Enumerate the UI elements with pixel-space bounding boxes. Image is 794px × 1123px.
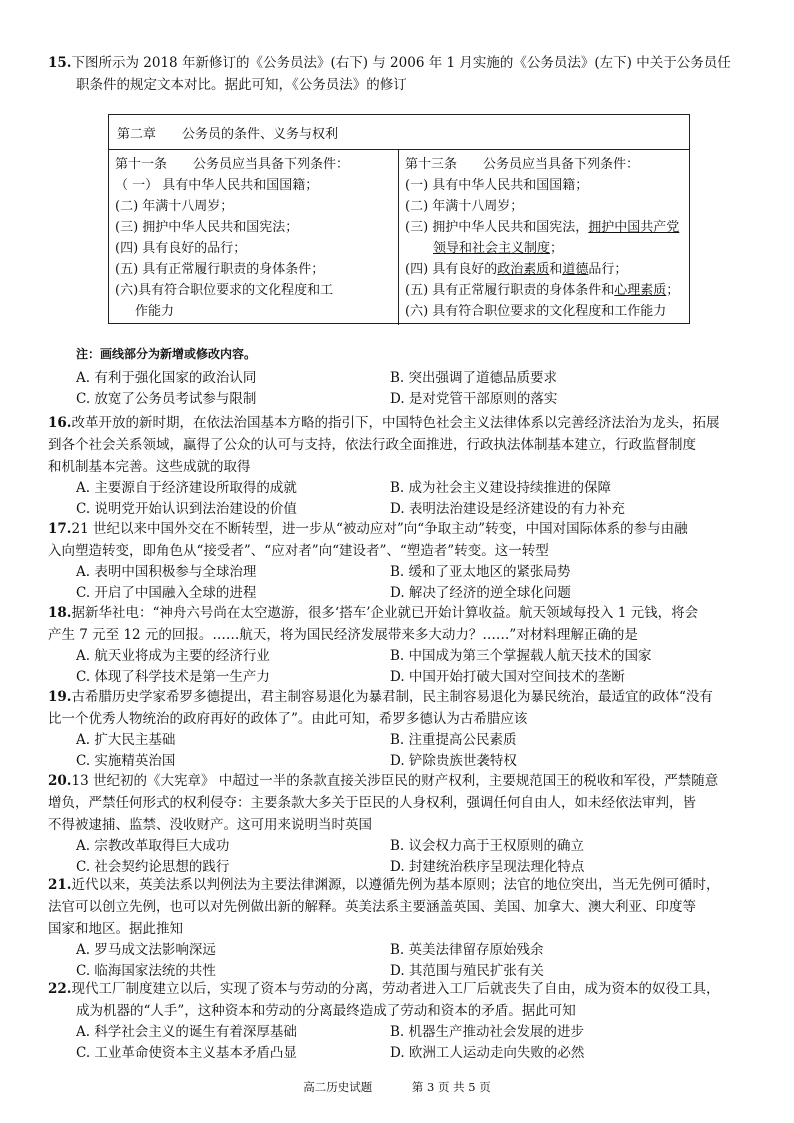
question-stem: 20.13 世纪初的《大宪章》 中超过一半的条款直接关涉臣民的财产权利，主要规范国王的税收和军役，严禁随意 — [48, 773, 719, 789]
option-c[interactable]: C. 放宽了公务员考试参与限制 — [76, 391, 257, 407]
list-item: (五) 具有正常履行职责的身体条件和心理素质； — [405, 283, 680, 298]
option-c[interactable]: C. 体现了科学技术是第一生产力 — [76, 669, 270, 685]
question-stem-line: 成为机器的“人手”，这种资本和劳动的分离最终造成了劳动和资本的矛盾。据此可知 — [76, 1003, 576, 1019]
list-item: (六)具有符合职位要求的文化程度和工 — [115, 283, 334, 298]
question-18 — [48, 602, 758, 688]
page-footer — [0, 1079, 794, 1095]
question-stem-line: 增负，严禁任何形式的权利侵夺：主要条款大多关于臣民的人身权利，强调任何自由人，如未经依法审判，皆 — [48, 795, 696, 811]
question-19 — [48, 686, 758, 772]
option-b[interactable]: B. 议会权力高于王权原则的确立 — [390, 838, 585, 854]
question-stem-line: 职条件的规定文本对比。据此可知，《公务员法》的修订 — [76, 77, 407, 93]
question-stem-line: 国家和地区。据此推知 — [48, 921, 183, 937]
list-item: (二) 年满十八周岁； — [115, 199, 234, 214]
list-item: (一) 具有中华人民共和国国籍； — [405, 178, 589, 193]
option-a[interactable]: A. 航天业将成为主要的经济行业 — [76, 648, 270, 664]
option-b[interactable]: B. 注重提高公民素质 — [390, 732, 517, 748]
question-stem: 17.21 世纪以来中国外交在不断转型，进一步从“被动应对”向“争取主动”转变，中国对国际体系的参与由融 — [48, 521, 688, 537]
question-stem-line: 和机制基本完善。这些成就的取得 — [48, 459, 251, 475]
option-c[interactable]: C. 实施精英治国 — [76, 753, 176, 769]
question-20 — [48, 770, 758, 878]
option-d[interactable]: D. 是对党管干部原则的落实 — [390, 391, 558, 407]
question-15 — [48, 52, 758, 96]
question-number: 18. — [48, 605, 72, 621]
option-b[interactable]: B. 机器生产推动社会发展的进步 — [390, 1024, 585, 1040]
question-17 — [48, 518, 758, 604]
list-item: （ 一） 具有中华人民共和国国籍； — [115, 178, 319, 193]
option-b[interactable]: B. 成为社会主义建设持续推进的保障 — [390, 480, 612, 496]
question-stem: 16.改革开放的新时期，在依法治国基本方略的指引下，中国特色社会主义法律体系以完善经济法治为龙头，拓展 — [48, 415, 720, 431]
question-15-options — [48, 368, 758, 410]
question-16 — [48, 412, 758, 520]
option-d[interactable]: D. 欧洲工人运动走向失败的必然 — [390, 1045, 585, 1061]
question-number: 19. — [48, 689, 72, 705]
table-left-column: 第十一条 公务员应当具备下列条件： （ 一） 具有中华人民共和国国籍； (二) 年满十八周岁； (三) 拥护中华人民共和国宪法； (四) 具有良好的品行； (五) 具有正常履行职责的身体条件； (六)具有符合职位要求的文化程度和工 作能力 — [109, 150, 399, 325]
option-b[interactable]: B. 突出强调了道德品质要求 — [390, 370, 558, 386]
option-c[interactable]: C. 社会契约论思想的践行 — [76, 859, 230, 875]
question-stem-line: 入向塑造转变，即角色从“接受者”、“应对者”向“建设者”、“塑造者”转变。这一转型 — [48, 543, 549, 559]
option-a[interactable]: A. 有利于强化国家的政治认同 — [76, 370, 257, 386]
option-c[interactable]: C. 说明党开始认识到法治建设的价值 — [76, 501, 297, 517]
option-d[interactable]: D. 其范围与殖民扩张有关 — [390, 963, 544, 979]
option-d[interactable]: D. 中国开始打破大国对空间技术的垄断 — [390, 669, 625, 685]
question-21 — [48, 874, 758, 982]
list-item: (四) 具有良好的政治素质和道德品行； — [405, 262, 628, 277]
question-stem: 22.现代工厂制度建立以后，实现了资本与劳动的分离，劳动者进入工厂后就丧失了自由，成为资本的奴役工具， — [48, 981, 720, 997]
option-c[interactable]: C. 工业革命使资本主义基本矛盾凸显 — [76, 1045, 297, 1061]
list-item: 作能力 — [135, 304, 175, 319]
option-b[interactable]: B. 缓和了亚太地区的紧张局势 — [390, 564, 571, 580]
question-stem-line: 到各个社会关系领域，赢得了公众的认可与支持，依法行政全面推进，行政执法体制基本建立，行政监督制度 — [48, 437, 696, 453]
list-item: (五) 具有正常履行职责的身体条件； — [115, 262, 325, 277]
question-number: 16. — [48, 415, 72, 431]
option-a[interactable]: A. 主要源自于经济建设所取得的成就 — [76, 480, 297, 496]
option-c[interactable]: C. 临海国家法统的共性 — [76, 963, 216, 979]
footer-subject: 高二历史试题 — [303, 1080, 373, 1094]
question-stem: 21.近代以来，英美法系以判例法为主要法律渊源，以遵循先例为基本原则；法官的地位突出，当无先例可循时， — [48, 877, 720, 893]
question-stem: 18.据新华社电：“神舟六号尚在太空遨游，很多‘搭车’企业就已开始计算收益。航天领域每投入 1 元钱，将会 — [48, 605, 699, 621]
option-c[interactable]: C. 开启了中国融入全球的进程 — [76, 585, 257, 601]
table-header: 第二章 公务员的条件、义务与权利 — [109, 115, 689, 150]
question-stem-line: 产生 7 元至 12 元的回报。……航天，将为国民经济发展带来多大动力？……”对材料理解正确的是 — [48, 627, 638, 643]
question-number: 20. — [48, 773, 72, 789]
table-note: 注：画线部分为新增或修改内容。 — [76, 347, 257, 361]
question-stem-line: 不得被逮捕、监禁、没收财产。这可用来说明当时英国 — [48, 817, 372, 833]
question-stem: 19.古希腊历史学家希罗多德提出，君主制容易退化为暴君制，民主制容易退化为暴民统治，最适宜的政体“没有 — [48, 689, 713, 705]
question-number: 22. — [48, 981, 72, 997]
question-number: 15. — [48, 55, 72, 71]
option-d[interactable]: D. 封建统治秩序呈现法理化特点 — [390, 859, 585, 875]
list-item: (三) 拥护中华人民共和国宪法； — [115, 220, 299, 235]
option-d[interactable]: D. 解决了经济的逆全球化问题 — [390, 585, 571, 601]
question-stem-line: 比一个优秀人物统治的政府再好的政体了”。由此可知，希罗多德认为古希腊应该 — [48, 711, 528, 727]
list-item: (二) 年满十八周岁； — [405, 199, 524, 214]
question-number: 21. — [48, 877, 72, 893]
question-stem: 15.下图所示为 2018 年新修订的《公务员法》(右下) 与 2006 年 1 月实施的《公务员法》(左下) 中关于公务员任 — [48, 55, 731, 71]
option-d[interactable]: D. 铲除贵族世袭特权 — [390, 753, 517, 769]
option-a[interactable]: A. 表明中国积极参与全球治理 — [76, 564, 257, 580]
list-item: (三) 拥护中华人民共和国宪法，拥护中国共产党 — [405, 220, 680, 235]
option-b[interactable]: B. 英美法律留存原始残余 — [390, 942, 544, 958]
table-right-column: 第十三条 公务员应当具备下列条件： (一) 具有中华人民共和国国籍； (二) 年满十八周岁； (三) 拥护中华人民共和国宪法，拥护中国共产党 领导和社会主义制度； (四) 具有良好的政治素质和道德品行； (五) 具有正常履行职责的身体条件和心理素质； (六) 具有符合职位要求的文化程度和工作能力 — [399, 150, 689, 325]
law-comparison-table — [108, 114, 690, 324]
list-item: 领导和社会主义制度； — [433, 241, 564, 256]
question-22 — [48, 978, 758, 1064]
question-number: 17. — [48, 521, 72, 537]
option-a[interactable]: A. 扩大民主基础 — [76, 732, 176, 748]
option-a[interactable]: A. 科学社会主义的诞生有着深厚基础 — [76, 1024, 297, 1040]
footer-page-number: 第 3 页 共 5 页 — [411, 1080, 491, 1094]
list-item: (四) 具有良好的品行； — [115, 241, 247, 256]
question-stem-line: 法官可以创立先例，也可以对先例做出新的解释。英美法系主要涵盖英国、美国、加拿大、澳大利亚、印度等 — [48, 899, 696, 915]
option-b[interactable]: B. 中国成为第三个掌握载人航天技术的国家 — [390, 648, 652, 664]
option-a[interactable]: A. 罗马成文法影响深远 — [76, 942, 216, 958]
list-item: (六) 具有符合职位要求的文化程度和工作能力 — [405, 304, 667, 319]
option-d[interactable]: D. 表明法治建设是经济建设的有力补充 — [390, 501, 625, 517]
option-a[interactable]: A. 宗教改革取得巨大成功 — [76, 838, 230, 854]
